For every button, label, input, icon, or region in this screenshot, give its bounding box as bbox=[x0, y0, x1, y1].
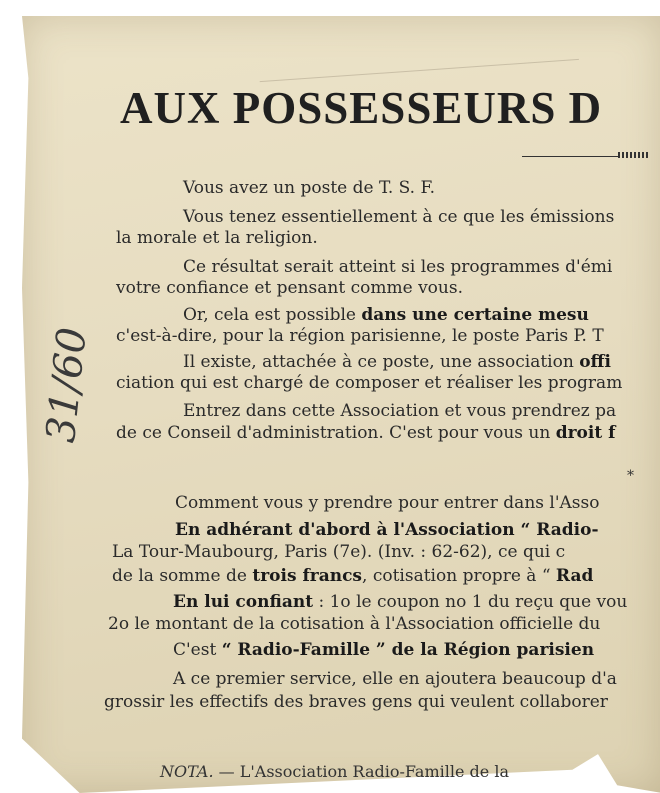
paragraph-line: grossir les effectifs des braves gens qui veulent collaborer bbox=[104, 692, 608, 712]
paragraph-line: La Tour-Maubourg, Paris (7e). (Inv. : 62-62), ce qui c bbox=[112, 542, 566, 562]
paragraph-line: A ce premier service, elle en ajoutera beaucoup d'a bbox=[173, 669, 617, 689]
paragraph-line: En adhérant d'abord à l'Association “ Radio- bbox=[175, 520, 599, 540]
paragraph-line: la morale et la religion. bbox=[116, 228, 318, 248]
paragraph-line: Or, cela est possible dans une certaine mesu bbox=[183, 305, 589, 325]
paragraph-line: Entrez dans cette Association et vous prendrez pa bbox=[183, 401, 617, 421]
title-rule-ornament bbox=[618, 152, 648, 158]
paragraph-line: de la somme de trois francs, cotisation propre à “ Rad bbox=[112, 566, 594, 586]
paragraph-line: Comment vous y prendre pour entrer dans l'Asso bbox=[175, 493, 600, 513]
page-title: AUX POSSESSEURS D bbox=[120, 83, 603, 133]
nota-line bbox=[160, 762, 509, 781]
section-separator: * bbox=[627, 468, 634, 484]
paragraph-line: En lui confiant : 1o le coupon no 1 du reçu que vou bbox=[173, 592, 628, 612]
paragraph-line: votre confiance et pensant comme vous. bbox=[116, 278, 463, 298]
nota-label: NOTA. bbox=[160, 762, 214, 781]
paragraph-line: Il existe, attachée à ce poste, une association offi bbox=[183, 352, 611, 372]
paragraph-line: Vous avez un poste de T. S. F. bbox=[183, 178, 436, 198]
paragraph-line: c'est-à-dire, pour la région parisienne, le poste Paris P. T bbox=[116, 326, 604, 346]
paragraph-line: Ce résultat serait atteint si les programmes d'émi bbox=[183, 257, 613, 277]
handwritten-note: 31/60 bbox=[38, 325, 96, 445]
nota-text: — L'Association Radio-Famille de la bbox=[213, 762, 509, 781]
title-rule bbox=[522, 156, 618, 157]
paragraph-line: Vous tenez essentiellement à ce que les émissions bbox=[183, 207, 615, 227]
paragraph-line: de ce Conseil d'administration. C'est pour vous un droit f bbox=[116, 423, 616, 443]
paragraph-line: 2o le montant de la cotisation à l'Association officielle du bbox=[108, 614, 601, 634]
paragraph-line: C'est “ Radio-Famille ” de la Région parisien bbox=[173, 640, 595, 660]
paragraph-line: ciation qui est chargé de composer et réaliser les program bbox=[116, 373, 623, 393]
